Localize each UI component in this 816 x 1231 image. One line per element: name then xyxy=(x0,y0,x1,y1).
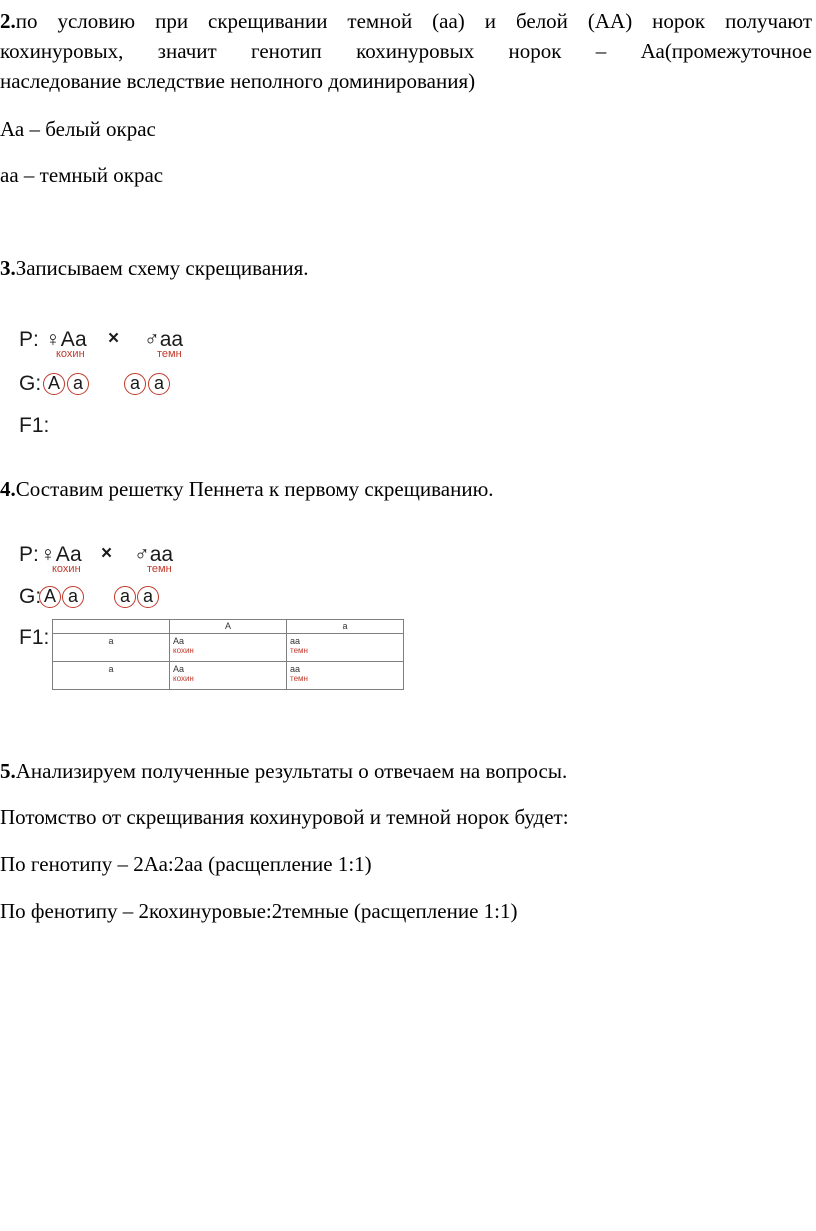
section4-text: Составим решетку Пеннета к первому скрещиванию. xyxy=(15,477,494,501)
gamete-circle: A xyxy=(39,586,61,608)
offspring-phenotype: темн xyxy=(290,674,308,683)
female-phenotype: кохин xyxy=(56,348,85,360)
offspring-phenotype: темн xyxy=(290,646,308,655)
section2-number: 2. xyxy=(0,9,16,33)
punnett-row xyxy=(53,634,404,662)
offspring-genotype: Aa xyxy=(173,636,185,646)
section2-line1 xyxy=(0,6,812,36)
section5-number: 5. xyxy=(0,759,16,783)
gamete-circle: a xyxy=(114,586,136,608)
section5-text: Анализируем полученные результаты о отвечаем на вопросы. xyxy=(15,759,568,783)
f1-label: F1: xyxy=(19,626,50,649)
offspring-genotype: aa xyxy=(290,664,301,674)
punnett-cell xyxy=(170,662,287,690)
cross-symbol: × xyxy=(108,328,120,349)
female-genotype: ♀Аа xyxy=(40,543,82,566)
section5-heading xyxy=(0,756,567,786)
female-phenotype: кохин xyxy=(52,563,81,575)
punnett-col-header: a xyxy=(287,620,404,634)
female-genotype: ♀Аа xyxy=(45,328,87,351)
cross-scheme-1 xyxy=(0,320,816,440)
gamete-circle: a xyxy=(137,586,159,608)
section2-line3: наследование вследствие неполного доминирования) xyxy=(0,69,476,93)
punnett-cell xyxy=(287,634,404,662)
male-phenotype: темн xyxy=(157,348,182,360)
offspring-genotype: Aa xyxy=(173,664,185,674)
f1-label: F1: xyxy=(19,414,50,437)
male-phenotype: темн xyxy=(147,563,172,575)
phenotype-ratio-line: По фенотипу – 2кохинуровые:2темные (расщепление 1:1) xyxy=(0,899,518,923)
punnett-cell xyxy=(170,634,287,662)
gamete-circle: A xyxy=(43,373,65,395)
gamete-circle: a xyxy=(148,373,170,395)
gamete-circle: a xyxy=(124,373,146,395)
punnett-cell xyxy=(287,662,404,690)
male-genotype: ♂аа xyxy=(134,543,174,566)
male-genotype: ♂аа xyxy=(144,328,184,351)
punnett-row-header: a xyxy=(53,662,170,690)
offspring-phenotype: кохин xyxy=(173,646,194,655)
gamete-circle: a xyxy=(62,586,84,608)
punnett-row xyxy=(53,662,404,690)
section3-text: Записываем схему скрещивания. xyxy=(15,256,309,280)
offspring-genotype: aa xyxy=(290,636,301,646)
cross-symbol: × xyxy=(101,543,113,564)
parents-label: P: xyxy=(19,543,39,566)
punnett-corner-cell xyxy=(53,620,170,634)
section2-line1-text: по условию при скрещивании темной (аа) и белой (АА) норок получают xyxy=(15,9,812,33)
punnett-col-header: A xyxy=(170,620,287,634)
white-color-line: Аа – белый окрас xyxy=(0,117,156,141)
section4-number: 4. xyxy=(0,477,16,501)
gametes-label: G: xyxy=(19,585,42,608)
gametes-label: G: xyxy=(19,372,42,395)
genotype-ratio-line: По генотипу – 2Аа:2аа (расщепление 1:1) xyxy=(0,852,372,876)
section2-line2: кохинуровых, значит генотип кохинуровых норок – Аа(промежуточное xyxy=(0,39,812,63)
section4-heading xyxy=(0,474,494,504)
offspring-phenotype: кохин xyxy=(173,674,194,683)
cross-scheme-2 xyxy=(0,535,816,695)
offspring-line: Потомство от скрещивания кохинуровой и темной норок будет: xyxy=(0,805,569,829)
section3-heading xyxy=(0,253,309,283)
dark-color-line: аа – темный окрас xyxy=(0,163,164,187)
parents-label: P: xyxy=(19,328,39,351)
section3-number: 3. xyxy=(0,256,16,280)
punnett-header-row xyxy=(53,620,404,634)
punnett-row-header: a xyxy=(53,634,170,662)
punnett-square xyxy=(52,619,404,690)
gamete-circle: a xyxy=(67,373,89,395)
